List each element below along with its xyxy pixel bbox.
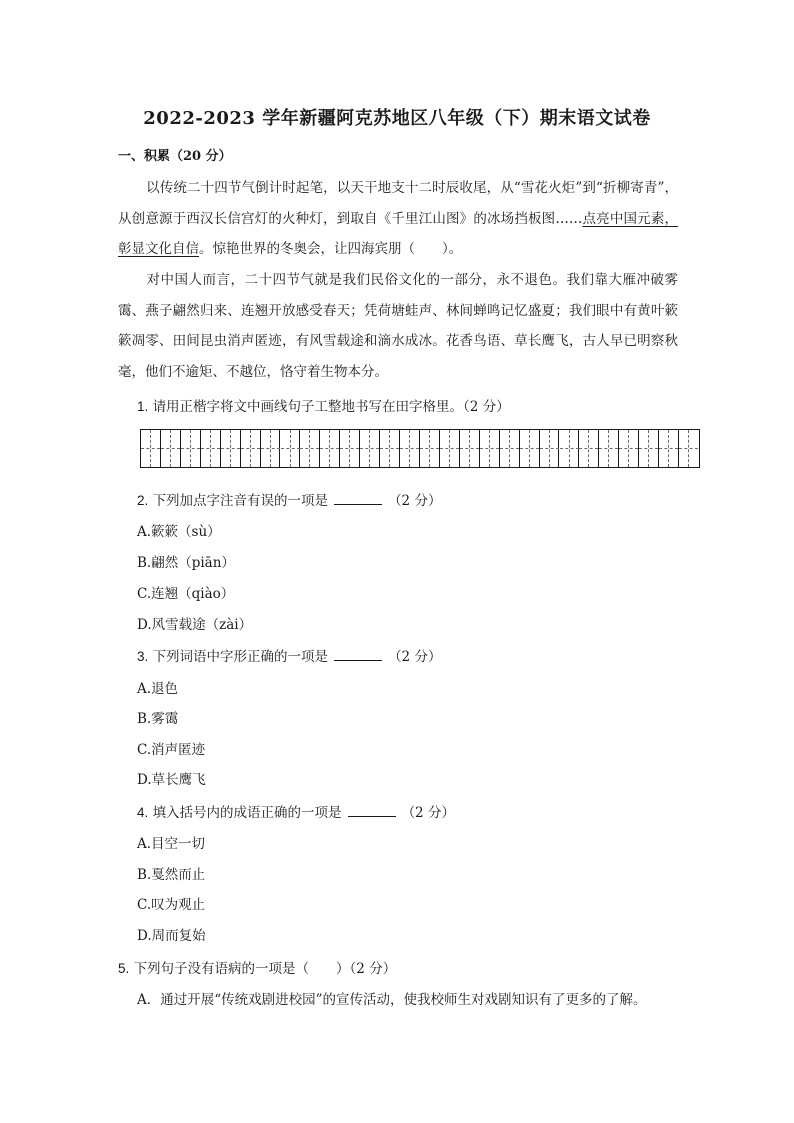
option-d[interactable]: D.风雪载途（zài）	[137, 617, 253, 633]
answer-blank[interactable]	[334, 648, 382, 661]
answer-blank[interactable]	[334, 492, 382, 505]
question-2-number: 2.	[137, 493, 149, 508]
question-3	[137, 645, 441, 665]
grid-cell[interactable]	[380, 430, 400, 467]
option-d[interactable]: D.草长鹰飞	[137, 772, 206, 788]
grid-cell[interactable]	[360, 430, 380, 467]
option-c[interactable]: C.连翘（qiào）	[137, 586, 235, 602]
grid-cell[interactable]	[560, 430, 580, 467]
grid-cell[interactable]	[400, 430, 420, 467]
grid-cell[interactable]	[659, 430, 679, 467]
question-4-score: （2 分）	[401, 805, 455, 821]
grid-cell[interactable]	[141, 430, 161, 467]
option-a[interactable]: A.簌簌（sù）	[137, 524, 221, 540]
grid-cell[interactable]	[201, 430, 221, 467]
underlined-sentence: 点亮中国元素，彰显文化自信	[118, 210, 679, 257]
question-1	[137, 395, 510, 415]
question-3-score: （2 分）	[388, 649, 442, 665]
passage-paragraph-1	[118, 173, 678, 265]
grid-cell[interactable]	[540, 430, 560, 467]
grid-cell[interactable]	[480, 430, 500, 467]
grid-cell[interactable]	[520, 430, 540, 467]
question-1-number: 1.	[137, 399, 149, 414]
grid-cell[interactable]	[281, 430, 301, 467]
passage-2-text: 对中国人而言，二十四节气就是我们民俗文化的一部分，永不退色。我们靠大雁冲破雾霭、燕子翩然归来、连翘开放感受春天；凭荷塘蛙声、林间蝉鸣记忆盛夏；我们眼中有黄叶簌簌凋零、田间昆虫消声匿迹，有风雪载途和滴水成冰。花香鸟语、草长鹰飞，古人早已明察秋毫，他们不逾矩、不越位，恪守着生物本分。	[118, 272, 678, 380]
exam-title: 2022-2023 学年新疆阿克苏地区八年级（下）期末语文试卷	[143, 108, 651, 129]
grid-cell[interactable]	[161, 430, 181, 467]
option-d[interactable]: D.周而复始	[137, 928, 206, 944]
grid-cell[interactable]	[181, 430, 201, 467]
grid-cell[interactable]	[241, 430, 261, 467]
section-heading: 一、积累（20 分）	[118, 149, 232, 164]
grid-cell[interactable]	[500, 430, 520, 467]
passage-paragraph-2	[118, 265, 678, 387]
question-5-number: 5.	[118, 961, 130, 976]
grid-cell[interactable]	[420, 430, 440, 467]
option-a[interactable]: A．通过开展“传统戏剧进校园”的宣传活动，使我校师生对戏剧知识有了更多的了解。	[137, 992, 647, 1008]
question-2	[137, 489, 441, 509]
grid-cell[interactable]	[261, 430, 281, 467]
grid-cell[interactable]	[440, 430, 460, 467]
question-5-text: 下列句子没有语病的一项是（ ）（2 分）	[133, 961, 397, 977]
option-a[interactable]: A.退色	[137, 681, 179, 697]
question-5	[118, 957, 396, 977]
passage-1-text: 以传统二十四节气倒计时起笔，以天干地支十二时辰收尾，从“雪花火炬”到“折柳寄青”，从创意源于西汉长信宫灯的火种灯，到取自《千里江山图》的冰场挡板图……	[118, 180, 678, 227]
grid-cell[interactable]	[221, 430, 241, 467]
question-4-number: 4.	[137, 805, 149, 820]
writing-grid[interactable]	[140, 429, 700, 468]
grid-cell[interactable]	[340, 430, 360, 467]
question-3-text: 下列词语中字形正确的一项是	[152, 649, 329, 665]
grid-cell[interactable]	[639, 430, 659, 467]
grid-cell[interactable]	[320, 430, 340, 467]
option-c[interactable]: C.叹为观止	[137, 897, 206, 913]
question-1-text: 请用正楷字将文中画线句子工整地书写在田字格里。（2 分）	[152, 399, 510, 415]
answer-blank[interactable]	[348, 804, 396, 817]
option-b[interactable]: B.翩然（piān）	[137, 555, 235, 571]
option-b[interactable]: B.戛然而止	[137, 867, 206, 883]
grid-cell[interactable]	[300, 430, 320, 467]
question-4-text: 填入括号内的成语正确的一项是	[152, 805, 342, 821]
option-a[interactable]: A.目空一切	[137, 836, 206, 852]
question-3-number: 3.	[137, 649, 149, 664]
grid-cell[interactable]	[619, 430, 639, 467]
option-b[interactable]: B.雾霭	[137, 711, 179, 727]
question-2-text: 下列加点字注音有误的一项是	[152, 493, 329, 509]
grid-cell[interactable]	[579, 430, 599, 467]
option-c[interactable]: C.消声匿迹	[137, 742, 206, 758]
grid-cell[interactable]	[460, 430, 480, 467]
question-4	[137, 801, 455, 821]
passage-1-text-end: 。惊艳世界的冬奥会，让四海宾朋（ ）。	[199, 241, 463, 257]
grid-cell[interactable]	[599, 430, 619, 467]
grid-cell[interactable]	[679, 430, 699, 467]
question-2-score: （2 分）	[388, 493, 442, 509]
